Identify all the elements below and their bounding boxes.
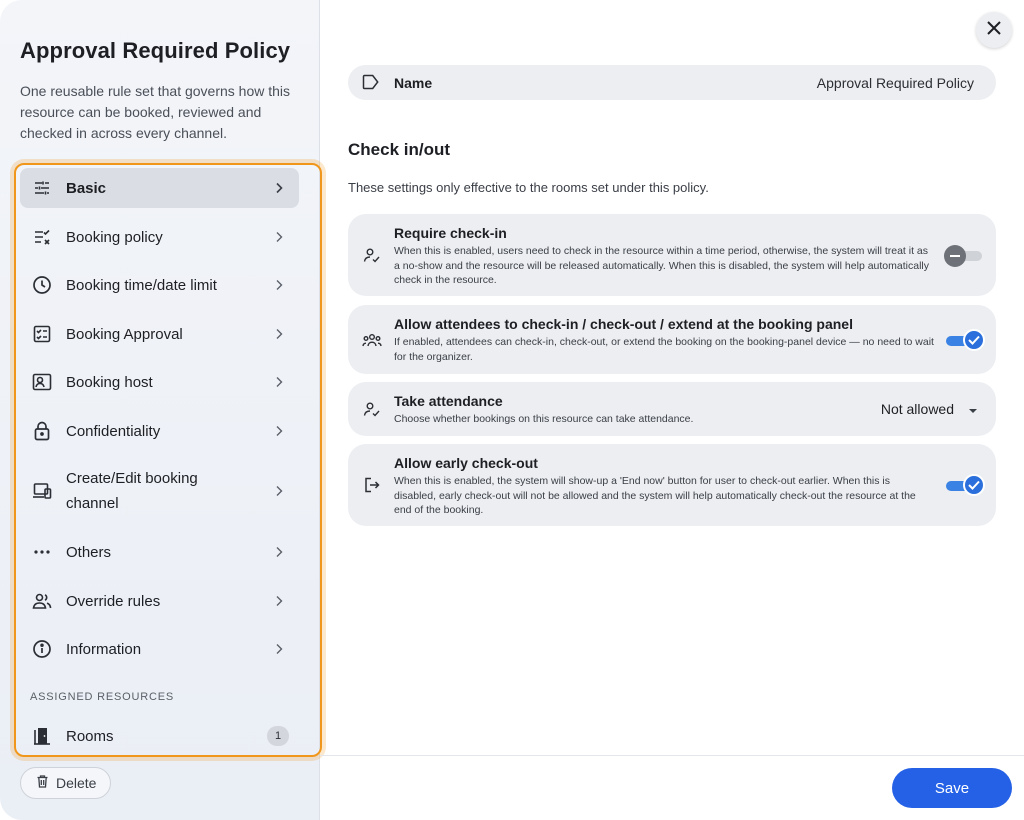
section-description: These settings only effective to the rooms set under this policy. <box>348 180 709 195</box>
sidebar-item-label: Confidentiality <box>66 422 161 440</box>
card-description: If enabled, attendees can check-in, check-out, or extend the booking on the booking-panel device — no need to wait for the organizer. <box>394 336 934 363</box>
attendee-panel-toggle[interactable] <box>946 330 982 350</box>
chevron-right-icon <box>273 546 285 558</box>
sidebar-item-label: Booking Approval <box>66 325 183 343</box>
chevron-right-icon <box>273 182 285 194</box>
card-title: Allow early check-out <box>394 455 538 471</box>
name-field-label: Name <box>394 74 433 91</box>
lock-icon <box>32 421 52 441</box>
sliders-icon <box>32 178 52 198</box>
devices-icon <box>32 481 52 501</box>
sidebar-item-label: Override rules <box>66 592 161 610</box>
sidebar-item-label: Create/Edit booking channel <box>66 470 198 512</box>
info-icon <box>32 639 52 659</box>
close-icon <box>987 21 1001 40</box>
sidebar-item-booking-host[interactable] <box>20 362 299 402</box>
chevron-right-icon <box>273 595 285 607</box>
chevron-right-icon <box>273 485 285 497</box>
sidebar-item-others[interactable] <box>20 532 299 572</box>
sidebar-item-label: Booking time/date limit <box>66 276 217 294</box>
sidebar-item-rooms[interactable] <box>20 716 299 756</box>
sidebar-item-basic[interactable] <box>20 168 299 208</box>
more-icon <box>32 542 52 562</box>
sidebar-item-information[interactable] <box>20 629 299 669</box>
sidebar-item-confidentiality[interactable] <box>20 411 299 451</box>
card-description: When this is enabled, the system will show-up a 'End now' button for user to check-out earlier. When this is disabled, early check-out will not be allowed and the system will help automatically check-out the resource at the end of the booking. <box>394 475 916 516</box>
attendance-select[interactable] <box>881 401 978 417</box>
sidebar-item-label: Basic <box>66 179 107 197</box>
card-description: When this is enabled, users need to check in the resource within a time period, otherwise, the system will treat it as a no-show and the resource will be released automatically. When this is disabled, the system will help automatically check in the resource. <box>394 245 929 286</box>
assigned-resources-heading: ASSIGNED RESOURCES <box>30 691 174 703</box>
people-icon <box>32 591 52 611</box>
sidebar-item-label: Others <box>66 543 112 561</box>
sidebar-item-label: Information <box>66 640 142 658</box>
attendee-panel-card <box>348 305 996 374</box>
chevron-right-icon <box>273 279 285 291</box>
card-description: Choose whether bookings on this resource can take attendance. <box>394 413 694 425</box>
sidebar-item-override-rules[interactable] <box>20 581 299 621</box>
save-button[interactable]: Save <box>892 768 1012 808</box>
approval-icon <box>32 324 52 344</box>
user-check-icon <box>362 399 382 419</box>
name-field-value: Approval Required Policy <box>816 74 974 91</box>
early-check-out-card <box>348 444 996 526</box>
exit-icon <box>362 475 382 495</box>
card-title: Allow attendees to check-in / check-out / extend at the booking panel <box>394 316 853 332</box>
take-attendance-card <box>348 382 996 436</box>
count-badge: 1 <box>267 726 289 746</box>
chevron-right-icon <box>273 328 285 340</box>
require-check-in-toggle[interactable] <box>946 245 982 265</box>
require-check-in-card <box>348 214 996 296</box>
group-icon <box>362 330 382 350</box>
sidebar-item-booking-channel[interactable] <box>20 462 299 520</box>
name-field[interactable] <box>348 65 996 100</box>
page-description: One reusable rule set that governs how this resource can be booked, reviewed and checked in across every channel. <box>20 83 291 141</box>
chevron-right-icon <box>273 231 285 243</box>
tag-icon <box>362 74 380 95</box>
attendance-select-value: Not allowed <box>880 401 954 417</box>
chevron-right-icon <box>273 643 285 655</box>
sidebar-item-booking-policy[interactable] <box>20 217 299 257</box>
host-icon <box>32 372 52 392</box>
delete-button-label: Delete <box>56 775 97 791</box>
trash-icon <box>37 775 48 791</box>
card-title: Take attendance <box>394 393 503 409</box>
sidebar <box>0 0 320 820</box>
page-title: Approval Required Policy <box>20 38 291 63</box>
delete-button[interactable] <box>20 767 111 799</box>
card-title: Require check-in <box>394 225 507 241</box>
sidebar-item-label: Rooms <box>66 727 114 745</box>
chevron-right-icon <box>273 376 285 388</box>
early-check-out-toggle[interactable] <box>946 475 982 495</box>
section-title: Check in/out <box>348 140 451 159</box>
clock-icon <box>32 275 52 295</box>
sidebar-item-label: Booking policy <box>66 228 163 246</box>
user-check-icon <box>362 245 382 265</box>
sidebar-item-booking-approval[interactable] <box>20 314 299 354</box>
sidebar-item-booking-time-limit[interactable] <box>20 265 299 305</box>
close-button[interactable] <box>976 12 1012 48</box>
chevron-right-icon <box>273 425 285 437</box>
footer-divider <box>320 755 1024 756</box>
checklist-icon <box>32 227 52 247</box>
door-icon <box>32 726 52 746</box>
sidebar-item-label: Booking host <box>66 373 153 391</box>
caret-down-icon <box>968 401 978 417</box>
